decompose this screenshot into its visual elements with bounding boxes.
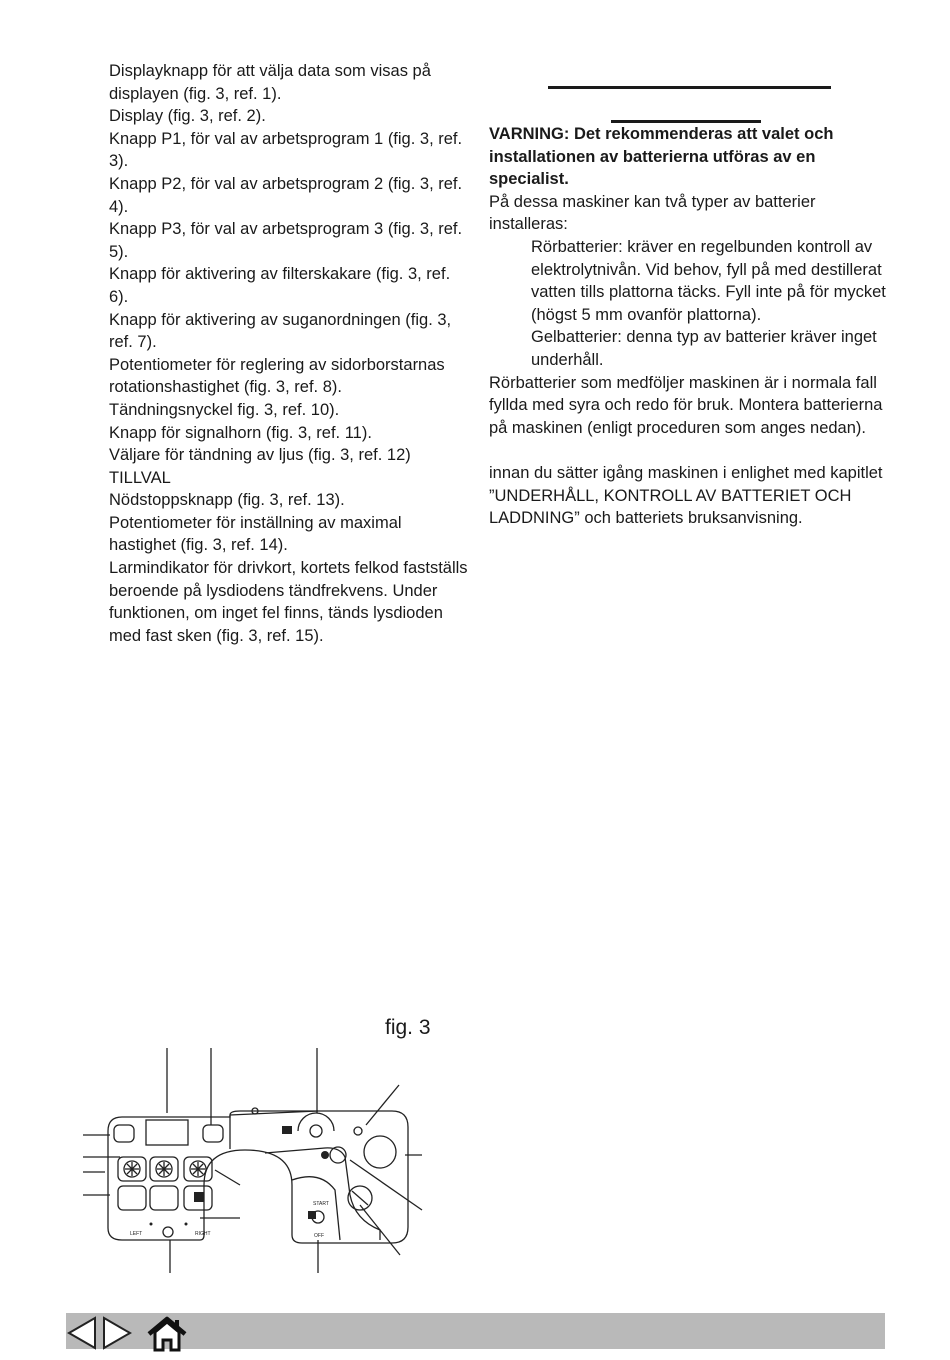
asterisk-icon <box>156 1161 172 1177</box>
left-column <box>109 60 469 647</box>
filter-shaker-button <box>118 1186 146 1210</box>
battery-intro: På dessa maskiner kan två typer av batterier installeras: <box>489 192 816 234</box>
key-area-outline <box>292 1177 340 1240</box>
paragraph-ref-14: Potentiometer för inställning av maximal hastighet (fig. 3, ref. 14). <box>109 513 402 555</box>
control-panel-figure <box>80 1045 440 1275</box>
paragraph-ref-11: Knapp för signalhorn (fig. 3, ref. 11). <box>109 423 372 442</box>
asterisk-icon <box>124 1161 140 1177</box>
home-icon <box>149 1319 185 1350</box>
home-button[interactable] <box>146 1316 188 1352</box>
paragraph-gap <box>489 439 889 462</box>
indicator-dot-icon <box>150 1223 153 1226</box>
start-label: START <box>313 1201 329 1207</box>
start-icon <box>308 1211 316 1219</box>
paragraph-ref-1: Displayknapp för att välja data som visas på displayen (fig. 3, ref. 1). <box>109 62 431 103</box>
paragraph-ref-8: Potentiometer för reglering av sidorborstarnas rotationshastighet (fig. 3, ref. 8). <box>109 355 445 397</box>
paragraph-ref-6: Knapp för aktivering av filterskakare (fig. 3, ref. 6). <box>109 265 451 306</box>
speed-potentiometer <box>310 1125 322 1137</box>
paragraph-ref-5: Knapp P3, för val av arbetsprogram 3 (fig. 3, ref. 5). <box>109 220 463 261</box>
emergency-stop-button <box>364 1136 396 1168</box>
display-button <box>114 1125 134 1142</box>
key-slot <box>352 1191 368 1205</box>
paragraph-ref-4: Knapp P2, för val av arbetsprogram 2 (fig. 3, ref. 4). <box>109 174 463 216</box>
light-icon <box>321 1151 329 1159</box>
speed-icon <box>282 1126 292 1134</box>
section-rule-top <box>548 86 831 89</box>
asterisk-icon <box>190 1161 206 1177</box>
triangle-left-icon <box>69 1318 95 1348</box>
side-brush-potentiometer <box>163 1227 173 1237</box>
off-label: OFF <box>314 1233 324 1239</box>
before-start-text: innan du sätter igång maskinen i enlighet med kapitlet ”UNDERHÅLL, KONTROLL AV BATTERIET OCH LADDNING” och batteriets bruksanvisning. <box>489 463 883 528</box>
gel-batteries-text: Gelbatterier: denna typ av batterier kräver inget underhåll. <box>531 328 877 369</box>
supplied-batteries-text: Rörbatterier som medföljer maskinen är i normala fall fyllda med syra och redo för bruk. Montera batterierna på maskinen (enligt proceduren som anges nedan). <box>489 373 883 437</box>
leader-line <box>366 1085 399 1125</box>
right-label: RIGHT <box>195 1231 211 1237</box>
next-page-button[interactable] <box>101 1316 133 1350</box>
switch-area-outline <box>265 1148 380 1240</box>
speed-arc <box>298 1113 334 1131</box>
paragraph-ref-7: Knapp för aktivering av suganordningen (fig. 3, ref. 7). <box>109 310 452 352</box>
previous-page-button[interactable] <box>66 1316 98 1350</box>
figure-label: fig. 3 <box>385 1016 431 1039</box>
warning-text: VARNING: Det rekommenderas att valet och installationen av batterierna utföras av en specialist. <box>489 125 834 189</box>
alarm-led <box>354 1127 362 1135</box>
paragraph-ref-10: Tändningsnyckel fig. 3, ref. 10). <box>109 400 340 419</box>
triangle-right-icon <box>104 1318 130 1348</box>
right-column <box>489 123 889 530</box>
paragraph-ref-13: Nödstoppsknapp (fig. 3, ref. 13). <box>109 491 345 510</box>
panel-outline <box>108 1111 408 1243</box>
footer-bar <box>66 1313 885 1349</box>
left-label: LEFT <box>130 1231 143 1237</box>
tube-batteries-text: Rörbatterier: kräver en regelbunden kontroll av elektrolytnivån. Vid behov, fyll på med destillerat vatten tills plattorna täcks. Fyll inte på för mycket (högst 5 mm ovanför plattorna). <box>531 237 886 324</box>
paragraph-ref-12: Väljare för tändning av ljus (fig. 3, ref. 12) TILLVAL <box>109 446 411 487</box>
indicator-dot-icon <box>185 1223 188 1226</box>
paragraph-ref-15: Larmindikator för drivkort, kortets felkod fastställs beroende på lysdiodens tändfrekvens. Under funktionen, om inget fel finns, tänds lysdioden med fast sken (fig. 3, ref. 15). <box>109 559 468 645</box>
brush-icon <box>194 1192 204 1202</box>
paragraph-ref-2: Display (fig. 3, ref. 2). <box>109 107 266 126</box>
paragraph-ref-3: Knapp P1, för val av arbetsprogram 1 (fig. 3, ref. 3). <box>109 129 463 171</box>
display <box>146 1120 188 1145</box>
leader-line <box>215 1170 240 1185</box>
suction-button <box>150 1186 178 1210</box>
horn-button <box>203 1125 223 1142</box>
